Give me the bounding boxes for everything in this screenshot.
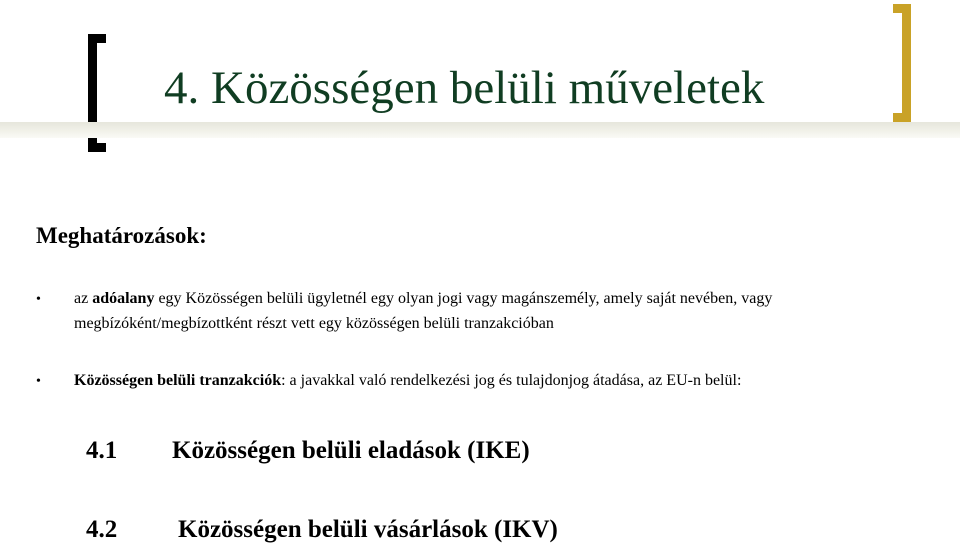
- slide-title: 4. Közösségen belüli műveletek: [164, 62, 765, 114]
- definitions-heading: Meghatározások:: [36, 223, 207, 248]
- bullet-1-glyph: •: [36, 292, 41, 307]
- bullet-1-prefix: az: [74, 290, 93, 307]
- right-bracket-decoration: [893, 4, 911, 122]
- bullet-2-line: [74, 369, 741, 392]
- bullet-1-term: adóalany: [92, 290, 155, 307]
- bullet-1-line-1: [74, 287, 772, 310]
- subsection-1-label: Közösségen belüli eladások (IKE): [172, 437, 530, 464]
- subsection-1-number: 4.1: [86, 437, 118, 464]
- subsection-2-number: 4.2: [86, 516, 118, 543]
- bullet-2-term: Közösségen belüli tranzakciók: [74, 372, 282, 389]
- title-underline-bar: [0, 122, 960, 138]
- bullet-2-text: : a javakkal való rendelkezési jog és tulajdonjog átadása, az EU-n belül:: [281, 372, 742, 389]
- bullet-2-glyph: •: [36, 374, 41, 389]
- bullet-1-text: egy Közösségen belüli ügyletnél egy olyan jogi vagy magánszemély, amely saját nevében, vagy: [154, 290, 773, 307]
- subsection-2-label: Közösségen belüli vásárlások (IKV): [178, 516, 558, 543]
- bullet-1-line-2: megbízóként/megbízottként részt vett egy közösségen belüli tranzakcióban: [74, 315, 554, 332]
